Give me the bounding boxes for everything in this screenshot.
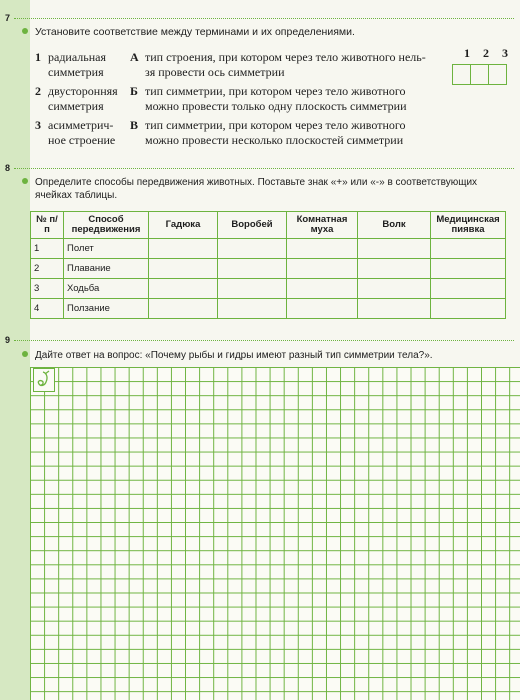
- answer-cell[interactable]: [218, 299, 287, 319]
- answer-header-3: 3: [502, 46, 508, 60]
- answer-cell[interactable]: [287, 279, 358, 299]
- q9-prompt: Дайте ответ на вопрос: «Почему рыбы и гидры имеют разный тип симметрии тела?».: [35, 350, 433, 361]
- row-method: Ползание: [64, 299, 149, 319]
- term-number: 3: [35, 118, 41, 132]
- answer-cell-2[interactable]: [471, 65, 489, 85]
- answer-grid: [452, 64, 507, 85]
- row-method: Ходьба: [64, 279, 149, 299]
- answer-cell[interactable]: [149, 279, 218, 299]
- answer-cell[interactable]: [358, 299, 431, 319]
- answer-cell[interactable]: [431, 239, 506, 259]
- header-housefly: Комнатная муха: [287, 212, 358, 239]
- movement-table: [30, 211, 506, 319]
- section-divider-7: [14, 18, 514, 19]
- table-row: [31, 259, 506, 279]
- answer-cell[interactable]: [218, 239, 287, 259]
- pencil-hand-icon: [33, 368, 55, 392]
- answer-cell[interactable]: [431, 279, 506, 299]
- header-leech: Медицинская пиявка: [431, 212, 506, 239]
- answer-cell[interactable]: [218, 279, 287, 299]
- row-method: Плавание: [64, 259, 149, 279]
- row-number: 3: [31, 279, 64, 299]
- answer-cell[interactable]: [358, 239, 431, 259]
- question-number-7: 7: [5, 13, 11, 23]
- term-text: двусторонняя симметрия: [48, 84, 118, 113]
- section-divider-9: [14, 340, 514, 341]
- header-wolf: Волк: [358, 212, 431, 239]
- header-method: Способ передвижения: [64, 212, 149, 239]
- answer-cell[interactable]: [358, 279, 431, 299]
- definition-letter: В: [130, 118, 139, 132]
- row-number: 2: [31, 259, 64, 279]
- header-viper: Гадюка: [149, 212, 218, 239]
- page-margin: [0, 0, 30, 700]
- row-number: 1: [31, 239, 64, 259]
- table-header-row: [31, 212, 506, 239]
- header-sparrow: Воробей: [218, 212, 287, 239]
- term-number: 2: [35, 84, 41, 98]
- bullet-dot-7: [22, 28, 28, 34]
- term-text: радиальная симметрия: [48, 50, 107, 79]
- answer-cell[interactable]: [218, 259, 287, 279]
- answer-cell-1[interactable]: [453, 65, 471, 85]
- header-number: № п/п: [31, 212, 64, 239]
- table-row: [31, 279, 506, 299]
- definition-text: тип строения, при котором через тело животного нель- зя провести ось симметрии: [145, 50, 426, 79]
- definition-text: тип симметрии, при котором через тело животного можно провести только одну плоскость симметрии: [145, 84, 407, 113]
- answer-cell[interactable]: [149, 259, 218, 279]
- answer-cell[interactable]: [149, 239, 218, 259]
- answer-grid-area[interactable]: [30, 367, 520, 700]
- term-text: асимметрич- ное строение: [48, 118, 116, 147]
- answer-header-2: 2: [483, 46, 489, 60]
- q8-prompt: Определите способы передвижения животных. Поставьте знак «+» или «-» в соответствующих ячейках таблицы.: [35, 177, 478, 201]
- answer-cell[interactable]: [431, 259, 506, 279]
- answer-cell[interactable]: [431, 299, 506, 319]
- row-number: 4: [31, 299, 64, 319]
- definition-letter: А: [130, 50, 139, 64]
- definition-letter: Б: [130, 84, 138, 98]
- bullet-dot-9: [22, 351, 28, 357]
- section-divider-8: [14, 168, 514, 169]
- table-row: [31, 299, 506, 319]
- term-number: 1: [35, 50, 41, 64]
- answer-cell[interactable]: [149, 299, 218, 319]
- bullet-dot-8: [22, 178, 28, 184]
- answer-cell[interactable]: [287, 299, 358, 319]
- answer-cell-3[interactable]: [489, 65, 507, 85]
- q7-prompt: Установите соответствие между терминами и их определениями.: [35, 26, 355, 38]
- row-method: Полет: [64, 239, 149, 259]
- table-row: [31, 239, 506, 259]
- answer-cell[interactable]: [358, 259, 431, 279]
- question-number-8: 8: [5, 163, 11, 173]
- answer-cell[interactable]: [287, 239, 358, 259]
- question-number-9: 9: [5, 335, 11, 345]
- definition-text: тип симметрии, при котором через тело животного можно провести несколько плоскостей симметрии: [145, 118, 406, 147]
- answer-cell[interactable]: [287, 259, 358, 279]
- answer-header-1: 1: [464, 46, 470, 60]
